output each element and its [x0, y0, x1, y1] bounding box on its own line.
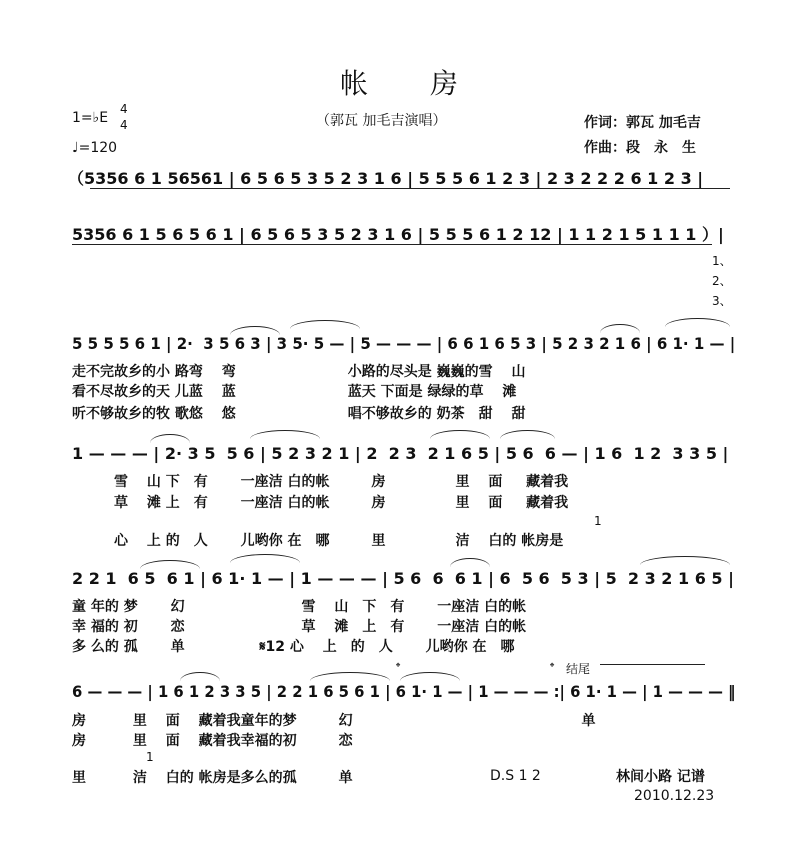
tie-mark: [500, 430, 555, 439]
score-line-3: 5 5 5 5 6 1 | 2· 3 5 6 3 | 3 5· 5 — | 5 — — — | 6 6 1 6 5 3 | 5 2 3 2 1 6 | 6 1· 1 — |: [72, 334, 736, 353]
beam-line-1: [90, 188, 730, 189]
time-signature-bottom: 4: [120, 118, 128, 132]
tie-mark: [640, 556, 730, 565]
transcriber-credit: 林间小路 记谱: [616, 769, 705, 785]
beam-line-2: [72, 244, 712, 245]
score-line-4: 1 — — — | 2· 3 5 5 6 | 5 2 3 2 1 | 2 2 3 2 1 6 5 | 5 6 6 — | 1 6 1 2 3 3 5 |: [72, 444, 729, 463]
lyricist-credit: 作词：郭瓦 加毛吉: [584, 115, 701, 131]
tie-mark: [600, 324, 640, 333]
singer-credit: （郭瓦 加毛吉演唱）: [316, 113, 447, 129]
score-line-1: （5356 6 1 56561 | 6 5 6 5 3 5 2 3 1 6 | 5 5 5 6 1 2 3 | 2 3 2 2 2 6 1 2 3 |: [68, 169, 704, 188]
score-line-2: 5356 6 1 5 6 5 6 1 | 6 5 6 5 3 5 2 3 1 6 | 5 5 5 6 1 2 12 | 1 1 2 1 5 1 1 1 ）|: [72, 225, 724, 244]
coda-label: 结尾: [566, 662, 591, 676]
lyrics-line-5-verse-1: 童 年的 梦 幻 雪 山 下 有 一座洁 白的帐: [72, 599, 527, 615]
key-signature: 1=♭E: [72, 110, 109, 126]
coda-sign-end: 𝄌: [550, 660, 555, 674]
title-char-2: 房: [430, 67, 459, 100]
transcription-date: 2010.12.23: [634, 788, 715, 804]
lyrics-line-5-verse-2: 幸 福的 初 恋 草 滩 上 有 一座洁 白的帐: [72, 619, 527, 635]
coda-sign: 𝄌: [396, 660, 401, 674]
lyrics-line-6-verse-3: 里 洁 白的 帐房是多么的孤 单: [72, 770, 353, 786]
verse-mark: 1: [146, 750, 154, 764]
tempo-marking: ♩=120: [72, 140, 118, 156]
composer-credit: 作曲：段 永 生: [584, 140, 696, 156]
coda-bracket-line: [600, 664, 705, 665]
tie-mark: [250, 430, 320, 439]
time-signature-top: 4: [120, 102, 128, 116]
tie-mark: [150, 434, 190, 443]
verse-number-1: 1、: [712, 254, 732, 268]
lyrics-line-4-verse-1: 雪 山 下 有 一座洁 白的帐 房 里 面 藏着我: [72, 474, 569, 490]
lyrics-line-3-verse-1: 走不完故乡的小 路弯 弯 小路的尽头是 巍巍的雪 山: [72, 364, 526, 380]
tie-mark: [290, 320, 360, 329]
lyrics-line-6-verse-2: 房 里 面 藏着我幸福的初 恋: [72, 733, 353, 749]
verse-number-3: 3、: [712, 294, 732, 308]
tie-mark: [450, 558, 490, 567]
lyrics-line-5-verse-3: 多 么的 孤 单 𝄋12 心 上 的 人 儿哟你 在 哪: [72, 639, 515, 655]
tie-mark: [665, 318, 730, 327]
score-line-6: 6 — — — | 1 6 1 2 3 3 5 | 2 2 1 6 5 6 1 | 6 1· 1 — | 1 — — — :| 6 1· 1 — | 1 — — — ‖: [72, 682, 736, 701]
lyrics-line-6-verse-1: 房 里 面 藏着我童年的梦 幻 单: [72, 713, 596, 729]
tie-mark: [310, 672, 390, 681]
score-line-5: 2 2 1 6 5 6 1 | 6 1· 1 — | 1 — — — | 5 6 6 6 1 | 6 5 6 5 3 | 5 2 3 2 1 6 5 |: [72, 569, 734, 588]
lyrics-line-4-verse-2: 草 滩 上 有 一座洁 白的帐 房 里 面 藏着我: [72, 495, 569, 511]
tie-mark: [180, 672, 220, 681]
lyrics-line-3-verse-2: 看不尽故乡的天 儿蓝 蓝 蓝天 下面是 绿绿的草 滩: [72, 384, 517, 400]
tie-mark: [400, 672, 460, 681]
verse-number-2: 2、: [712, 274, 732, 288]
tie-mark: [430, 430, 490, 439]
lyrics-line-3-verse-3: 听不够故乡的牧 歌悠 悠 唱不够故乡的 奶茶 甜 甜: [72, 406, 526, 422]
tie-mark: [230, 554, 300, 563]
tie-mark: [140, 560, 200, 569]
lyrics-line-4-verse-3: 心 上 的 人 儿哟你 在 哪 里 洁 白的 帐房是: [72, 533, 564, 549]
dal-segno-marking: D.S 1 2: [490, 768, 541, 784]
title-char-1: 帐: [340, 67, 369, 100]
verse-mark: 1: [594, 514, 602, 528]
